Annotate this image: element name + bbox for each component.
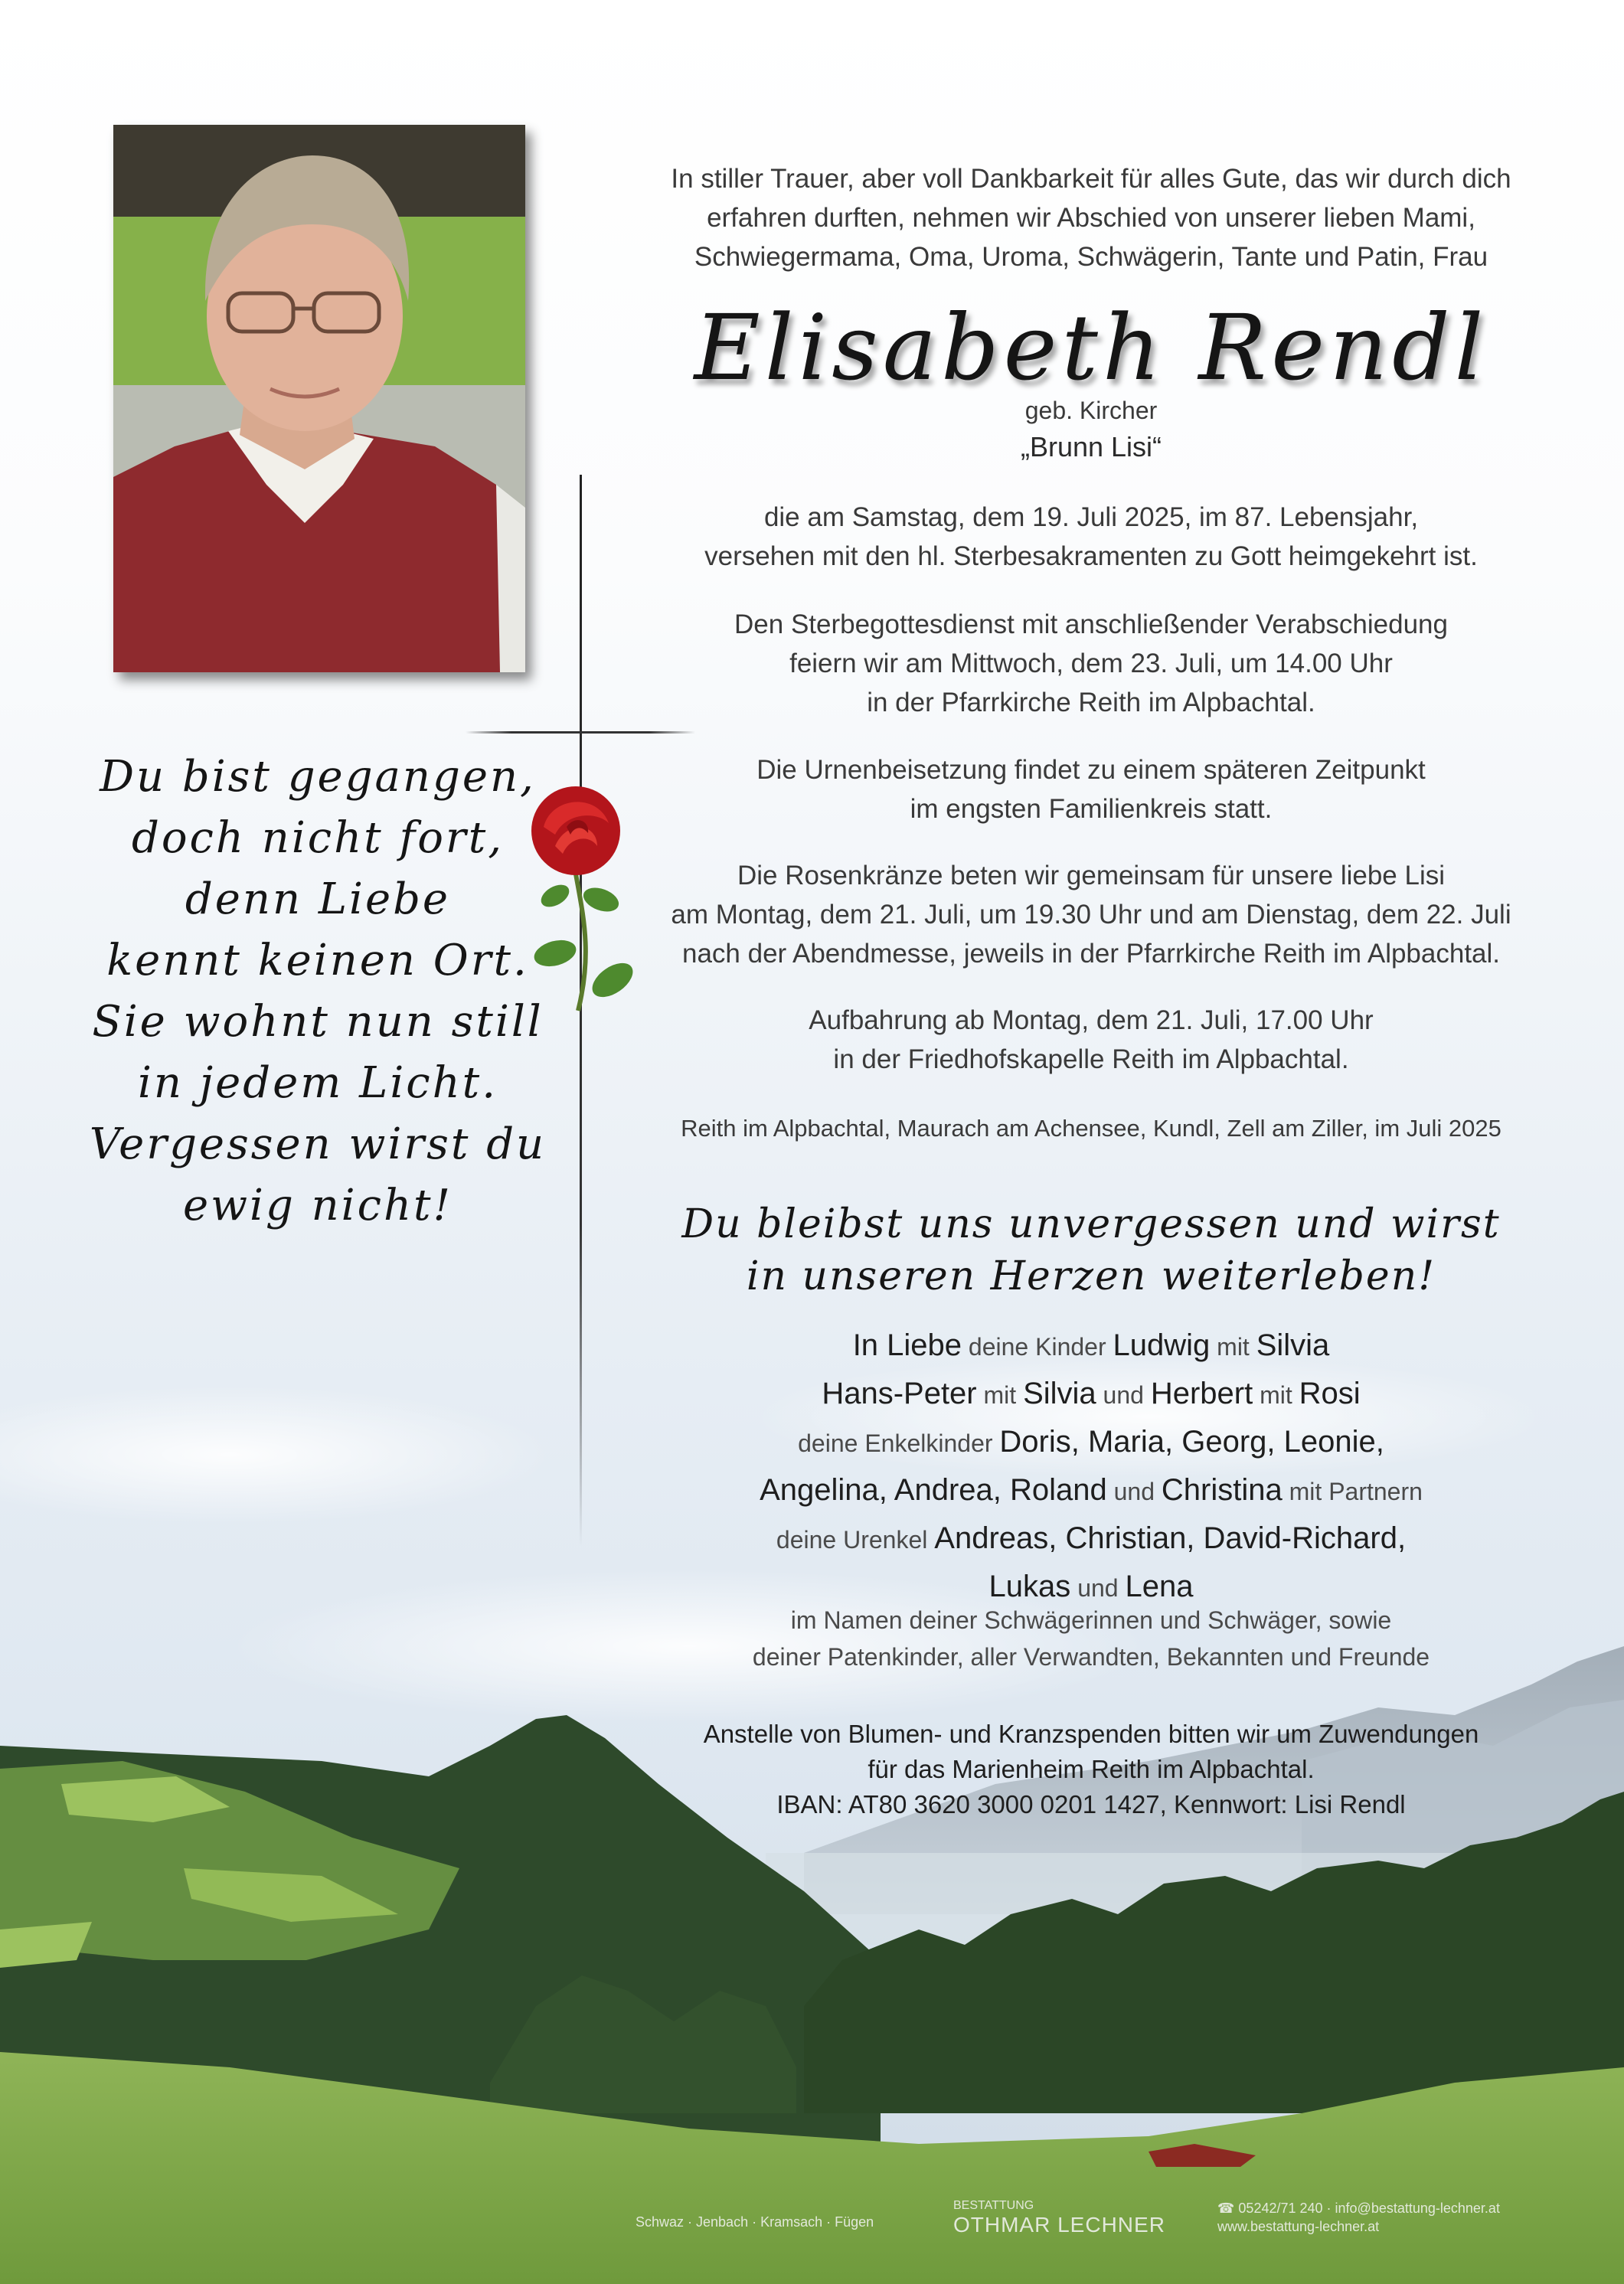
family-text: Silvia (1256, 1328, 1330, 1362)
funeral-line: in der Pfarrkirche Reith im Alpbachtal. (867, 688, 1315, 717)
poem-line: Sie wohnt nun still (92, 997, 544, 1047)
family-text: und (1070, 1574, 1126, 1602)
poem-line: in jedem Licht. (137, 1058, 498, 1108)
footer-phone: ☎ 05242/71 240 · info@bestattung-lechner.at (1217, 2201, 1500, 2216)
family-line (628, 1518, 1554, 1566)
motto-line: Du bleibst uns unvergessen und wirst (681, 1201, 1501, 1247)
family-text: deine Enkelkinder (798, 1430, 1000, 1457)
family-text: mit Partnern (1282, 1478, 1423, 1505)
family-text: mit (976, 1381, 1024, 1409)
family-text: Lukas (988, 1570, 1071, 1603)
viewing-line: Aufbahrung ab Montag, dem 21. Juli, 17.00 Uhr (809, 1005, 1374, 1035)
family-line (628, 1325, 1554, 1373)
portrait-photo (113, 125, 525, 672)
cross-horizontal-line (466, 731, 695, 734)
family-line (628, 1421, 1554, 1469)
places-date (628, 1109, 1554, 1148)
urn-line: im engsten Familienkreis statt. (910, 794, 1273, 824)
deceased-name: Elisabeth Rendl (694, 295, 1488, 400)
birth-name-block (628, 392, 1554, 466)
family-text: Angelina, Andrea, Roland (760, 1473, 1107, 1507)
family-text: Ludwig (1113, 1328, 1211, 1362)
family-text: mit (1253, 1381, 1299, 1409)
donation-line: IBAN: AT80 3620 3000 0201 1427, Kennwort: Lisi Rendl (776, 1790, 1406, 1818)
funeral-info (628, 605, 1554, 722)
birth-name: geb. Kircher (1024, 397, 1158, 424)
poem-line: Du bist gegangen, (100, 752, 536, 802)
family-line (628, 1373, 1554, 1421)
footer-brand-name: OTHMAR LECHNER (953, 2213, 1165, 2237)
family-text: und (1096, 1381, 1151, 1409)
footer-brand-top: BESTATTUNG (953, 2199, 1034, 2212)
donation-line: für das Marienheim Reith im Alpbachtal. (868, 1755, 1315, 1783)
poem-line: ewig nicht! (182, 1181, 453, 1230)
rosary-line: Die Rosenkränze beten wir gemeinsam für unsere liebe Lisi (737, 861, 1446, 890)
family-text: Rosi (1299, 1377, 1361, 1410)
urn-line: Die Urnenbeisetzung findet zu einem späteren Zeitpunkt (756, 755, 1426, 785)
relatives-line: deiner Patenkinder, aller Verwandten, Bekannten und Freunde (752, 1643, 1430, 1671)
poem-line: denn Liebe (185, 874, 451, 924)
intro-line: In stiller Trauer, aber voll Dankbarkeit für alles Gute, das wir durch dich (671, 164, 1511, 194)
viewing-line: in der Friedhofskapelle Reith im Alpbachtal. (833, 1044, 1349, 1074)
motto-line: in unseren Herzen weiterleben! (746, 1253, 1436, 1299)
family-text: Andreas, Christian, David-Richard, (934, 1521, 1407, 1555)
family-text: Christina (1161, 1473, 1283, 1507)
intro-text (628, 159, 1554, 276)
poem (88, 747, 547, 1237)
poem-line: Vergessen wirst du (89, 1119, 547, 1169)
family-text: mit (1210, 1333, 1256, 1361)
family-line (628, 1469, 1554, 1518)
family-text: Lena (1125, 1570, 1194, 1603)
family-text: deine Kinder (962, 1333, 1113, 1361)
rosary-line: nach der Abendmesse, jeweils in der Pfarrkirche Reith im Alpbachtal. (681, 939, 1501, 969)
family-text: Silvia (1023, 1377, 1096, 1410)
death-notice (628, 498, 1554, 576)
death-line: die am Samstag, dem 19. Juli 2025, im 87. Lebensjahr, (763, 502, 1419, 532)
poem-line: doch nicht fort, (131, 813, 505, 863)
family-text: Hans-Peter (822, 1377, 977, 1410)
funeral-line: feiern wir am Mittwoch, dem 23. Juli, um 14.00 Uhr (789, 649, 1393, 678)
rosary-info (628, 856, 1554, 973)
motto (628, 1198, 1554, 1302)
intro-line: erfahren durften, nehmen wir Abschied von unserer lieben Mami, (707, 203, 1475, 233)
undertaker-footer (636, 2197, 1554, 2259)
family-text: Doris, Maria, Georg, Leonie, (999, 1425, 1384, 1459)
intro-line: Schwiegermama, Oma, Uroma, Schwägerin, Tante und Patin, Frau (694, 242, 1488, 272)
footer-web: www.bestattung-lechner.at (1217, 2219, 1380, 2234)
donation-line: Anstelle von Blumen- und Kranzspenden bitten wir um Zuwendungen (703, 1720, 1479, 1748)
family-text: deine Urenkel (776, 1526, 935, 1554)
relatives-info (628, 1602, 1554, 1675)
urn-info (628, 750, 1554, 828)
family-text: Herbert (1150, 1377, 1253, 1410)
viewing-info (628, 1001, 1554, 1079)
donation-info (628, 1717, 1554, 1822)
family-text: und (1106, 1478, 1162, 1505)
nickname: „Brunn Lisi“ (1020, 431, 1162, 462)
places-line: Reith im Alpbachtal, Maurach am Achensee, Kundl, Zell am Ziller, im Juli 2025 (681, 1115, 1501, 1142)
relatives-line: im Namen deiner Schwägerinnen und Schwäger, sowie (790, 1606, 1392, 1634)
family-list (628, 1325, 1554, 1614)
funeral-line: Den Sterbegottesdienst mit anschließender Verabschiedung (734, 609, 1448, 639)
footer-locations: Schwaz · Jenbach · Kramsach · Fügen (636, 2214, 874, 2230)
poem-line: kennt keinen Ort. (106, 936, 529, 985)
rosary-line: am Montag, dem 21. Juli, um 19.30 Uhr und am Dienstag, dem 22. Juli (671, 900, 1511, 930)
death-line: versehen mit den hl. Sterbesakramenten zu Gott heimgekehrt ist. (704, 541, 1478, 571)
family-text: In Liebe (852, 1328, 962, 1362)
